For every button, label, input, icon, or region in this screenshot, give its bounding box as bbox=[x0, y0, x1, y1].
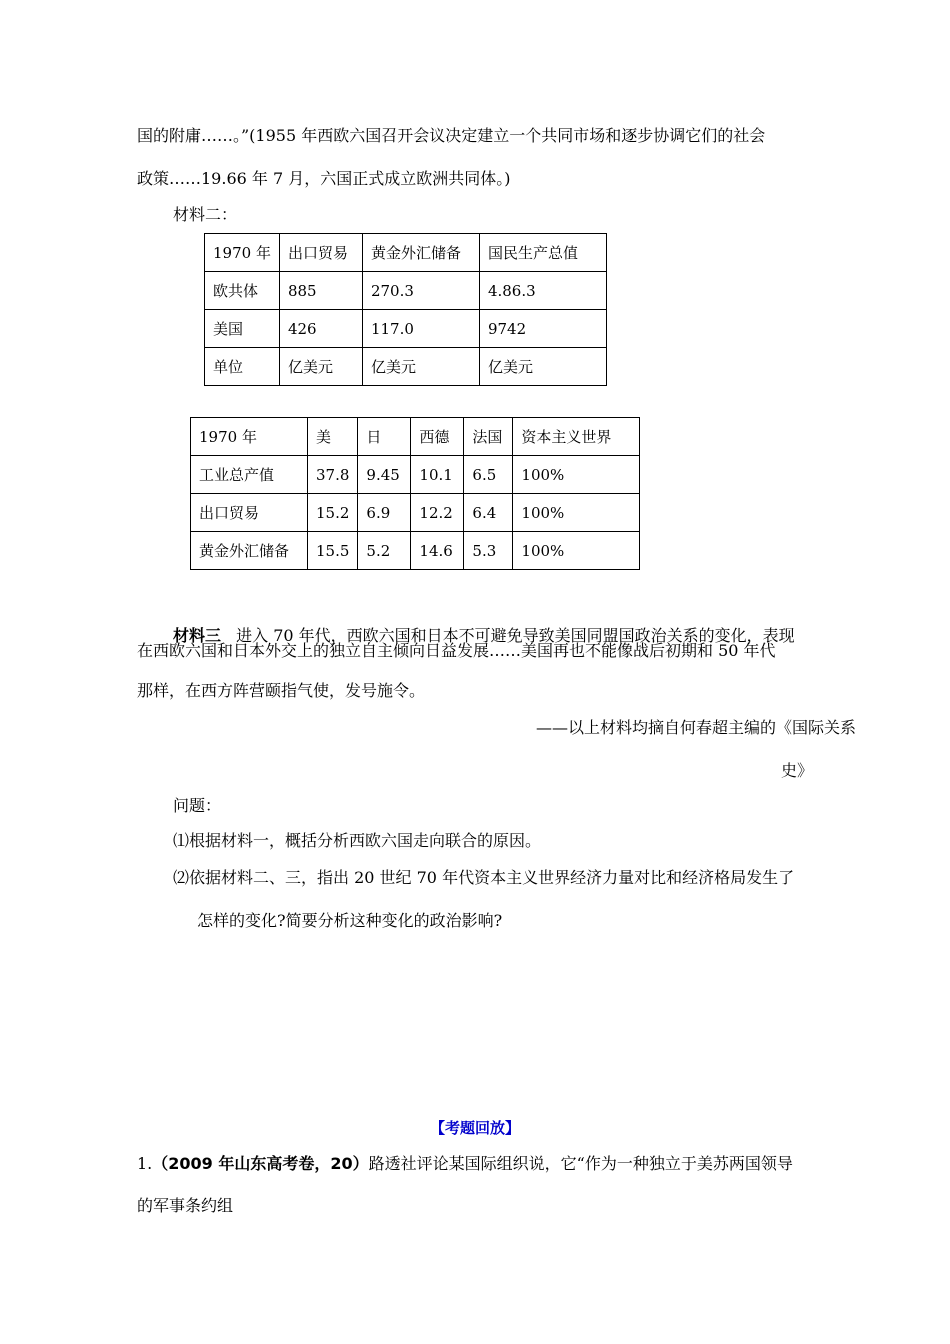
table-cell: 6.4 bbox=[464, 494, 513, 532]
table-cell: 14.6 bbox=[411, 532, 464, 570]
table-cell: 9.45 bbox=[358, 456, 411, 494]
table-header-row bbox=[191, 418, 640, 456]
table-row bbox=[205, 348, 607, 386]
material1-line1: 国的附庸……。”(1955 年西欧六国召开会议决定建立一个共同市场和逐步协调它们的社会 bbox=[137, 126, 766, 145]
table-cell: 工业总产值 bbox=[191, 456, 308, 494]
table-cell: 黄金外汇储备 bbox=[191, 532, 308, 570]
table-cell: 出口贸易 bbox=[279, 234, 362, 272]
table-cell: 5.3 bbox=[464, 532, 513, 570]
table-cell: 国民生产总值 bbox=[479, 234, 606, 272]
table-cell: 资本主义世界 bbox=[513, 418, 640, 456]
table-cell: 西德 bbox=[411, 418, 464, 456]
table-cell: 15.2 bbox=[308, 494, 358, 532]
table-cell: 黄金外汇储备 bbox=[362, 234, 479, 272]
table-cell: 5.2 bbox=[358, 532, 411, 570]
questions-label: 问题： bbox=[173, 796, 222, 815]
table-cell: 15.5 bbox=[308, 532, 358, 570]
review-item-number: 1. bbox=[137, 1154, 153, 1173]
table-row bbox=[205, 272, 607, 310]
table-cell: 12.2 bbox=[411, 494, 464, 532]
table-cell: 6.5 bbox=[464, 456, 513, 494]
material3-line3: 那样，在西方阵营颐指气使，发号施令。 bbox=[137, 681, 426, 700]
table-cell: 270.3 bbox=[362, 272, 479, 310]
table-cell: 法国 bbox=[464, 418, 513, 456]
table-share-comparison bbox=[190, 417, 640, 570]
table-row bbox=[191, 494, 640, 532]
material3-source-line2: 史》 bbox=[781, 761, 814, 780]
question-2-line1: ⑵依据材料二、三，指出 20 世纪 70 年代资本主义世界经济力量对比和经济格局发生了 bbox=[173, 868, 795, 887]
material3-source-line1: ——以上材料均摘自何春超主编的《国际关系 bbox=[536, 718, 857, 737]
table-cell: 100% bbox=[513, 494, 640, 532]
table-cell: 1970 年 bbox=[205, 234, 280, 272]
table-row bbox=[191, 532, 640, 570]
table-cell: 亿美元 bbox=[479, 348, 606, 386]
table-cell: 美国 bbox=[205, 310, 280, 348]
table-trade-reserves bbox=[204, 233, 607, 386]
review-item-1-line1 bbox=[137, 1153, 793, 1175]
table-cell: 欧共体 bbox=[205, 272, 280, 310]
table-row bbox=[205, 310, 607, 348]
table-cell: 37.8 bbox=[308, 456, 358, 494]
question-1: ⑴根据材料一，概括分析西欧六国走向联合的原因。 bbox=[173, 831, 542, 850]
table-cell: 日 bbox=[358, 418, 411, 456]
table-cell: 10.1 bbox=[411, 456, 464, 494]
table-cell: 亿美元 bbox=[362, 348, 479, 386]
table-cell: 1970 年 bbox=[191, 418, 308, 456]
table-cell: 117.0 bbox=[362, 310, 479, 348]
table-cell: 426 bbox=[279, 310, 362, 348]
table-cell: 4.86.3 bbox=[479, 272, 606, 310]
table-cell: 出口贸易 bbox=[191, 494, 308, 532]
table-header-row bbox=[205, 234, 607, 272]
table-row bbox=[191, 456, 640, 494]
review-section-title: 【考题回放】 bbox=[429, 1119, 520, 1137]
table-cell: 6.9 bbox=[358, 494, 411, 532]
material2-label: 材料二： bbox=[173, 205, 238, 224]
table-cell: 亿美元 bbox=[279, 348, 362, 386]
review-item-source: （2009 年山东高考卷，20） bbox=[152, 1154, 369, 1173]
material1-line2: 政策……19.66 年 7 月，六国正式成立欧洲共同体。) bbox=[137, 169, 511, 188]
question-2-line2: 怎样的变化?简要分析这种变化的政治影响? bbox=[197, 911, 503, 930]
review-item-1-line2: 的军事条约组 bbox=[137, 1196, 234, 1215]
table-cell: 美 bbox=[308, 418, 358, 456]
review-item-text: 路透社评论某国际组织说，它“作为一种独立于美苏两国领导 bbox=[368, 1154, 793, 1173]
table-cell: 单位 bbox=[205, 348, 280, 386]
material3-text: 进入 70 年代，西欧六国和日本不可避免导致美国同盟国政治关系的变化，表现 bbox=[236, 626, 795, 645]
table-cell: 885 bbox=[279, 272, 362, 310]
material3-label: 材料三 bbox=[173, 626, 222, 645]
table-cell: 100% bbox=[513, 456, 640, 494]
material3-line2: 在西欧六国和日本外交上的独立自主倾向日益发展……美国再也不能像战后初期和 50 年代 bbox=[137, 641, 776, 660]
table-cell: 9742 bbox=[479, 310, 606, 348]
table-cell: 100% bbox=[513, 532, 640, 570]
